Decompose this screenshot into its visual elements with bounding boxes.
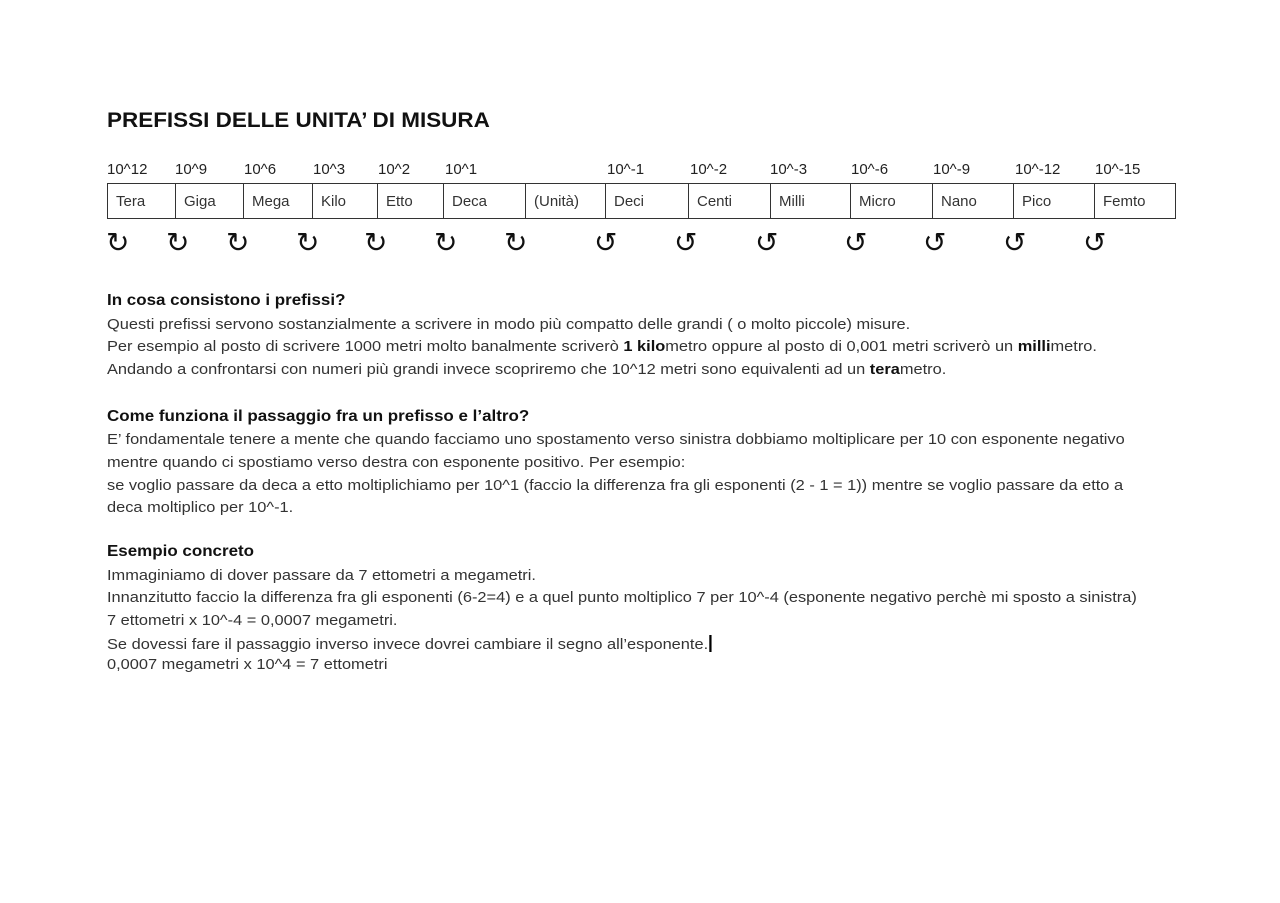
clockwise-arrow-icon: ↻ <box>226 227 250 258</box>
table-row <box>108 184 1176 219</box>
clockwise-arrow-icon: ↻ <box>504 227 528 258</box>
text: metro oppure al posto di 0,001 metri scriverò un <box>665 339 1018 355</box>
counterclockwise-arrow-icon: ↺ <box>755 227 779 258</box>
section-heading: In cosa consistono i prefissi? <box>107 292 346 309</box>
text-cursor <box>709 635 711 652</box>
prefix-table <box>107 183 1176 219</box>
section-heading: Come funziona il passaggio fra un prefisso e l’altro? <box>107 408 530 425</box>
clockwise-arrow-icon: ↻ <box>364 227 388 258</box>
prefix-cell-nano: Nano <box>933 184 1014 219</box>
counterclockwise-arrow-icon: ↺ <box>1083 227 1107 258</box>
paragraph-line[interactable] <box>107 635 712 653</box>
counterclockwise-arrow-icon: ↺ <box>1003 227 1027 258</box>
paragraph-line: 7 ettometri x 10^-4 = 0,0007 megametri. <box>107 613 398 629</box>
prefix-cell-micro: Micro <box>851 184 933 219</box>
text: metro. <box>1050 339 1097 355</box>
prefix-cell-pico: Pico <box>1014 184 1095 219</box>
prefix-cell-centi: Centi <box>689 184 771 219</box>
text: Se dovessi fare il passaggio inverso invece dovrei cambiare il segno all’esponente. <box>107 637 709 653</box>
exponent-label: 10^-1 <box>607 161 645 178</box>
counterclockwise-arrow-icon: ↺ <box>674 227 698 258</box>
paragraph-line: mentre quando ci spostiamo verso destra con esponente positivo. Per esempio: <box>107 455 686 471</box>
exponent-label: 10^6 <box>244 161 277 178</box>
prefix-cell-giga: Giga <box>176 184 244 219</box>
page-title: PREFISSI DELLE UNITA’ DI MISURA <box>107 109 490 132</box>
counterclockwise-arrow-icon: ↺ <box>923 227 947 258</box>
exponent-label: 10^2 <box>378 161 411 178</box>
text: metro. <box>899 362 947 378</box>
paragraph-line: Immaginiamo di dover passare da 7 ettometri a megametri. <box>107 568 536 584</box>
prefix-cell-unita: (Unità) <box>526 184 606 219</box>
clockwise-arrow-icon: ↻ <box>434 227 458 258</box>
paragraph-line: deca moltiplico per 10^-1. <box>107 500 294 516</box>
paragraph-line: Innanzitutto faccio la differenza fra gli esponenti (6-2=4) e a quel punto moltiplico 7 per 10^-4 (esponente negativo perchè mi sposto a sinistra) <box>107 590 1137 606</box>
counterclockwise-arrow-icon: ↺ <box>594 227 618 258</box>
prefix-cell-mega: Mega <box>244 184 313 219</box>
paragraph-line: E’ fondamentale tenere a mente che quando facciamo uno spostamento verso sinistra dobbiamo moltiplicare per 10 con esponente negativo <box>107 432 1125 448</box>
exponent-label: 10^-9 <box>933 161 971 178</box>
exponent-label: 10^1 <box>445 161 478 178</box>
bold-text: tera <box>869 362 900 378</box>
clockwise-arrow-icon: ↻ <box>296 227 320 258</box>
exponent-label: 10^-3 <box>770 161 808 178</box>
paragraph-line: 0,0007 megametri x 10^4 = 7 ettometri <box>107 657 388 673</box>
clockwise-arrow-icon: ↻ <box>106 227 130 258</box>
prefix-cell-milli: Milli <box>771 184 851 219</box>
exponent-label: 10^-15 <box>1095 161 1141 178</box>
prefix-cell-femto: Femto <box>1095 184 1176 219</box>
prefix-cell-kilo: Kilo <box>313 184 378 219</box>
counterclockwise-arrow-icon: ↺ <box>844 227 868 258</box>
exponent-label: 10^-6 <box>851 161 889 178</box>
paragraph-line <box>107 339 1097 355</box>
prefix-cell-etto: Etto <box>378 184 444 219</box>
paragraph-line <box>107 362 946 378</box>
text: Andando a confrontarsi con numeri più grandi invece scopriremo che 10^12 metri sono equivalenti ad un <box>107 362 870 378</box>
prefix-cell-deci: Deci <box>606 184 689 219</box>
bold-text: milli <box>1017 339 1051 355</box>
paragraph-line: se voglio passare da deca a etto moltiplichiamo per 10^1 (faccio la differenza fra gli esponenti (2 - 1 = 1)) mentre se voglio passare da etto a <box>107 478 1124 494</box>
bold-text: 1 kilo <box>623 339 666 355</box>
exponent-label: 10^12 <box>107 161 148 178</box>
prefix-cell-deca: Deca <box>444 184 526 219</box>
exponent-label: 10^-2 <box>690 161 728 178</box>
text: Per esempio al posto di scrivere 1000 metri molto banalmente scriverò <box>107 339 624 355</box>
clockwise-arrow-icon: ↻ <box>166 227 190 258</box>
section-heading: Esempio concreto <box>107 543 255 560</box>
paragraph-line: Questi prefissi servono sostanzialmente a scrivere in modo più compatto delle grandi ( o molto piccole) misure. <box>107 317 911 333</box>
exponent-label: 10^-12 <box>1015 161 1061 178</box>
exponent-label: 10^3 <box>313 161 346 178</box>
exponent-label: 10^9 <box>175 161 208 178</box>
prefix-cell-tera: Tera <box>108 184 176 219</box>
